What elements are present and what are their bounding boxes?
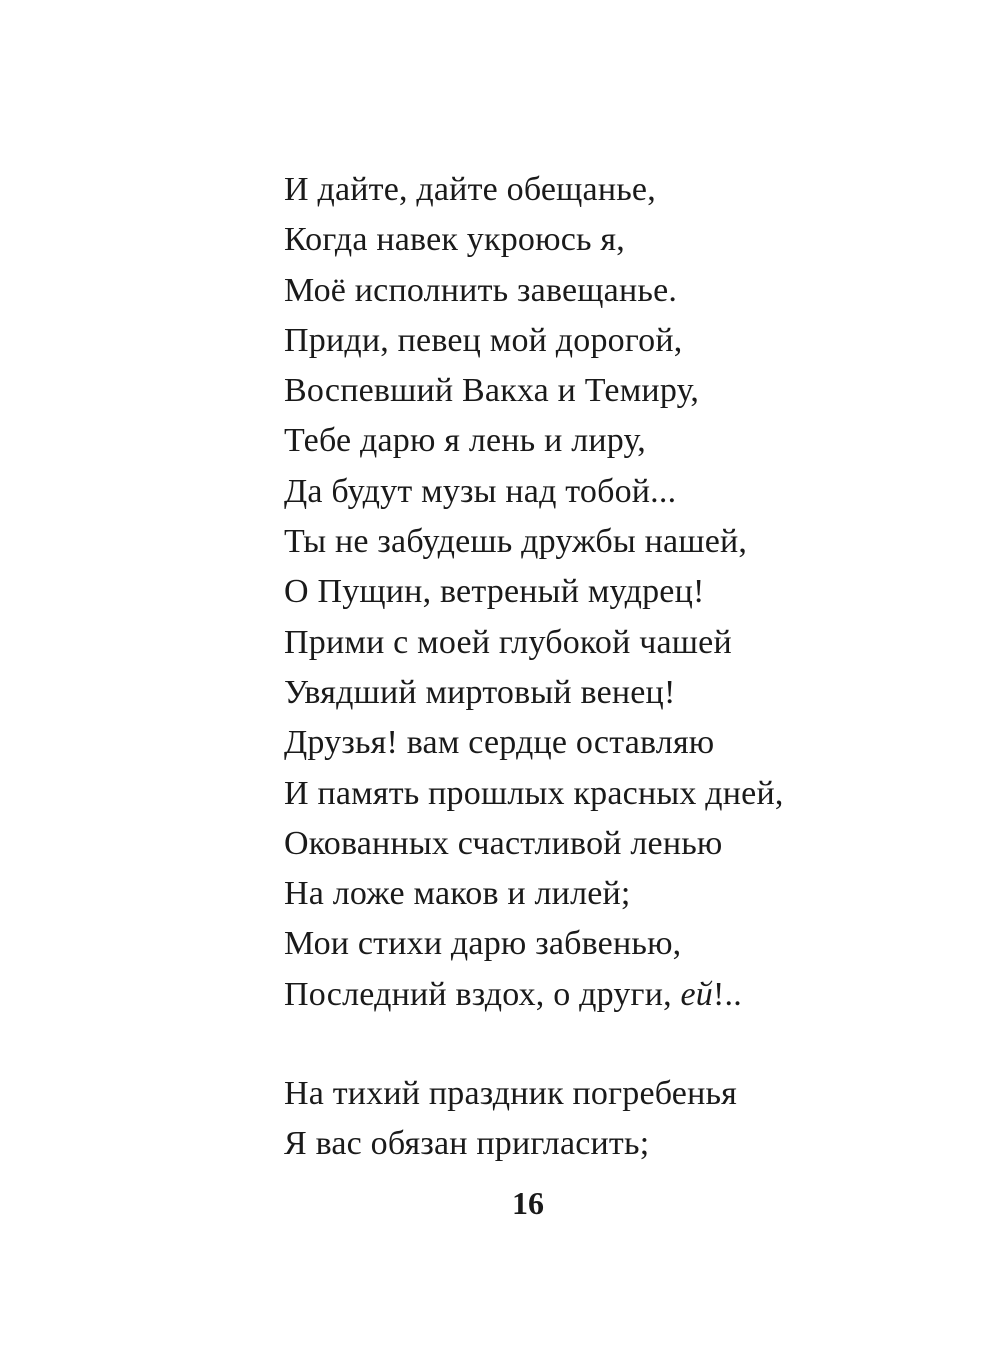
poem-line: Я вас обязан пригласить; [284,1125,650,1163]
poem-line: Тебе дарю я лень и лиру, [284,422,646,460]
stanza-2 [284,1069,737,1170]
poem-line: И дайте, дайте обещанье, [284,171,656,208]
poem-line-italic: ей [680,975,713,1013]
page-number: 16 [512,1185,544,1221]
poem-line: Ты не забудешь дружбы нашей, [284,523,748,561]
poem-line: Мои стихи дарю забвенью, [284,925,682,963]
poem-line: На ложе маков и лилей; [284,875,631,913]
poem-line: Моё исполнить завещанье. [284,271,678,309]
poem-line: О Пущин, ветреный мудрец! [284,573,705,611]
poem-line: Друзья! вам сердце оставляю [284,724,715,762]
poem-line: Когда навек укроюсь я, [284,221,625,259]
poem-line: Прими с моей глубокой чашей [284,623,732,661]
poem-line: На тихий праздник погребенья [284,1075,738,1112]
poem-line: И память прошлых красных дней, [284,774,784,812]
poem-line: Да будут музы над тобой... [284,472,677,510]
poem-line-last [284,970,784,1020]
poem-line-ending: !.. [713,975,742,1013]
poem-line: Окованных счастливой ленью [284,824,723,862]
poem-line-text: Последний вздох, о други, [284,975,681,1013]
poem-line: Воспевший Вакха и Темиру, [284,372,700,410]
poem-line: Увядший миртовый венец! [284,673,676,711]
stanza-1 [284,165,784,1020]
poem-line: Приди, певец мой дорогой, [284,321,683,359]
